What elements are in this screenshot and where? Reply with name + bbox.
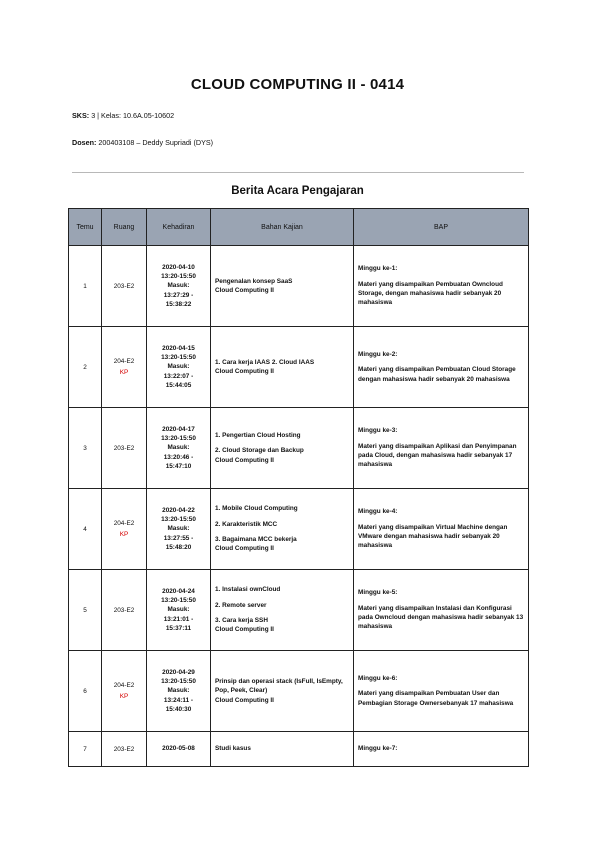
sks-value: 3 | Kelas: 10.6A.05-10602 bbox=[91, 111, 175, 120]
cell-temu bbox=[69, 651, 102, 732]
cell-bahan-kajian bbox=[211, 246, 354, 327]
dosen-label: Dosen: bbox=[72, 138, 97, 147]
temu-number: 1 bbox=[83, 282, 87, 290]
bahan-line: Cloud Computing II bbox=[215, 545, 274, 553]
bap-line: Minggu ke-2: bbox=[358, 351, 398, 359]
cell-kehadiran bbox=[147, 489, 211, 570]
cell-bahan-kajian bbox=[211, 570, 354, 651]
cell-bap bbox=[354, 489, 529, 570]
table-header-row bbox=[69, 209, 529, 246]
bap-line: Minggu ke-1: bbox=[358, 265, 398, 273]
bahan-line: 2. Remote server bbox=[215, 601, 267, 609]
temu-number: 3 bbox=[83, 444, 87, 452]
bap-line: Minggu ke-5: bbox=[358, 589, 398, 597]
kehadiran-line: 15:44:05 bbox=[165, 381, 192, 389]
col-header-ruang: Ruang bbox=[102, 209, 147, 246]
kehadiran-line: 15:48:20 bbox=[165, 543, 192, 551]
kehadiran-line: Masuk: bbox=[167, 444, 190, 452]
cell-ruang bbox=[102, 732, 147, 767]
bap-line: Minggu ke-3: bbox=[358, 427, 398, 435]
cell-temu bbox=[69, 732, 102, 767]
kehadiran-line: 2020-04-10 bbox=[162, 263, 195, 271]
cell-bap bbox=[354, 570, 529, 651]
cell-ruang bbox=[102, 489, 147, 570]
bahan-line: 1. Mobile Cloud Computing bbox=[215, 505, 298, 513]
dosen-line bbox=[72, 138, 213, 147]
kehadiran-line: Masuk: bbox=[167, 525, 190, 533]
cell-ruang bbox=[102, 327, 147, 408]
kehadiran-line: 2020-04-24 bbox=[162, 587, 195, 595]
bahan-line: Cloud Computing II bbox=[215, 626, 274, 634]
cell-temu bbox=[69, 408, 102, 489]
cell-kehadiran bbox=[147, 732, 211, 767]
kp-badge: KP bbox=[119, 369, 129, 376]
kehadiran-line: 2020-04-15 bbox=[162, 344, 195, 352]
kehadiran-line: 2020-04-17 bbox=[162, 425, 195, 433]
table-row bbox=[69, 732, 529, 767]
cell-ruang bbox=[102, 651, 147, 732]
ruang-code: 203-E2 bbox=[113, 745, 135, 753]
bap-line: Minggu ke-7: bbox=[358, 745, 398, 753]
kehadiran-line: 15:37:11 bbox=[165, 624, 192, 632]
bahan-line: Cloud Computing II bbox=[215, 287, 274, 294]
cell-ruang bbox=[102, 246, 147, 327]
kehadiran-line: 13:20-15:50 bbox=[161, 354, 196, 362]
bap-line: Materi yang disampaikan Virtual Machine dengan VMware dengan mahasiswa hadir sebanyak 20 mahasiswa bbox=[358, 523, 508, 550]
cell-kehadiran bbox=[147, 327, 211, 408]
bahan-line: Cloud Computing II bbox=[215, 456, 274, 464]
temu-number: 6 bbox=[83, 687, 87, 695]
bahan-line: Prinsip dan operasi stack (IsFull, IsEmpty, Pop, Peek, Clear) bbox=[215, 678, 343, 695]
kehadiran-line: Masuk: bbox=[167, 282, 190, 290]
bahan-line: 1. Instalasi ownCloud bbox=[215, 586, 281, 594]
cell-bahan-kajian bbox=[211, 408, 354, 489]
ruang-code: 203-E2 bbox=[113, 606, 135, 614]
col-header-temu: Temu bbox=[69, 209, 102, 246]
col-header-kehadiran: Kehadiran bbox=[147, 209, 211, 246]
bahan-line: 3. Cara kerja SSH bbox=[215, 617, 268, 624]
kehadiran-line: 13:20-15:50 bbox=[161, 273, 196, 281]
bap-line: Materi yang disampaikan Pembuatan Owncloud Storage, dengan mahasiswa hadir sebanyak 20 mahasiswa bbox=[358, 280, 503, 307]
kehadiran-line: 15:40:30 bbox=[165, 705, 192, 713]
table-row bbox=[69, 570, 529, 651]
table-row bbox=[69, 408, 529, 489]
document-title: CLOUD COMPUTING II - 0414 bbox=[190, 76, 405, 93]
kehadiran-line: 15:47:10 bbox=[165, 462, 192, 470]
kehadiran-line: 13:20-15:50 bbox=[161, 516, 196, 524]
kp-badge: KP bbox=[119, 693, 129, 700]
bahan-line: 2. Cloud Storage dan Backup bbox=[215, 447, 304, 455]
ruang-code: 204-E2 bbox=[113, 682, 135, 689]
sks-label: SKS: bbox=[72, 111, 90, 120]
kehadiran-line: Masuk: bbox=[167, 606, 190, 614]
kehadiran-line: 13:27:29 - bbox=[163, 291, 194, 299]
bahan-line: Cloud Computing II bbox=[215, 696, 274, 704]
sks-line bbox=[72, 111, 174, 120]
kehadiran-line: 2020-04-22 bbox=[162, 506, 195, 514]
bahan-line: 3. Bagaimana MCC bekerja bbox=[215, 536, 297, 543]
bahan-line: 1. Pengertian Cloud Hosting bbox=[215, 432, 301, 440]
bahan-line: Pengenalan konsep SaaS bbox=[215, 277, 293, 285]
cell-bap bbox=[354, 651, 529, 732]
kehadiran-line: 13:21:01 - bbox=[163, 615, 194, 623]
bahan-line: Studi kasus bbox=[215, 745, 251, 753]
divider bbox=[72, 172, 524, 173]
kehadiran-line: 13:24:11 - bbox=[163, 696, 194, 704]
kehadiran-line: Masuk: bbox=[167, 363, 190, 371]
kehadiran-line: 13:20-15:50 bbox=[161, 597, 196, 605]
temu-number: 2 bbox=[83, 363, 87, 371]
section-title: Berita Acara Pengajaran bbox=[231, 185, 364, 197]
cell-bap bbox=[354, 408, 529, 489]
col-header-bahan-kajian: Bahan Kajian bbox=[211, 209, 354, 246]
table-row bbox=[69, 489, 529, 570]
cell-kehadiran bbox=[147, 651, 211, 732]
bahan-line: Cloud Computing II bbox=[215, 368, 274, 375]
temu-number: 7 bbox=[83, 745, 87, 753]
temu-number: 4 bbox=[83, 525, 87, 533]
bap-line: Materi yang disampaikan Aplikasi dan Penyimpanan pada Cloud, dengan mahasiswa hadir sebanyak 17 mahasiswa bbox=[358, 442, 517, 469]
kehadiran-line: 13:20-15:50 bbox=[161, 678, 196, 686]
cell-temu bbox=[69, 570, 102, 651]
cell-bap bbox=[354, 732, 529, 767]
bap-line: Materi yang disampaikan Pembuatan Cloud Storage dengan mahasiswa hadir sebanyak 20 mahasiswa bbox=[358, 366, 516, 383]
table-row bbox=[69, 246, 529, 327]
cell-temu bbox=[69, 327, 102, 408]
cell-bahan-kajian bbox=[211, 651, 354, 732]
bap-table bbox=[68, 208, 529, 767]
bap-line: Materi yang disampaikan Instalasi dan Konfigurasi pada Owncloud dengan mahasiswa hadir sebanyak 13 mahasiswa bbox=[358, 604, 524, 631]
cell-bahan-kajian bbox=[211, 327, 354, 408]
bap-line: Minggu ke-6: bbox=[358, 675, 398, 683]
table-row bbox=[69, 651, 529, 732]
cell-kehadiran bbox=[147, 408, 211, 489]
cell-temu bbox=[69, 489, 102, 570]
kehadiran-line: 13:22:07 - bbox=[163, 372, 194, 380]
ruang-code: 204-E2 bbox=[113, 520, 135, 527]
cell-bap bbox=[354, 246, 529, 327]
bap-line: Minggu ke-4: bbox=[358, 508, 398, 516]
cell-kehadiran bbox=[147, 570, 211, 651]
kp-badge: KP bbox=[119, 531, 129, 538]
cell-bahan-kajian bbox=[211, 732, 354, 767]
col-header-bap: BAP bbox=[354, 209, 529, 246]
cell-ruang bbox=[102, 570, 147, 651]
kehadiran-line: 13:20-15:50 bbox=[161, 435, 196, 443]
kehadiran-line: 13:27:55 - bbox=[163, 534, 194, 542]
temu-number: 5 bbox=[83, 606, 87, 614]
cell-bahan-kajian bbox=[211, 489, 354, 570]
kehadiran-line: 2020-05-08 bbox=[162, 745, 195, 753]
bahan-line: 2. Karakteristik MCC bbox=[215, 520, 278, 528]
kehadiran-line: 2020-04-29 bbox=[162, 668, 195, 676]
bap-line: Materi yang disampaikan Pembuatan User dan Pembagian Storage Ownersebanyak 17 mahasiswa bbox=[358, 690, 514, 707]
ruang-code: 204-E2 bbox=[113, 358, 135, 365]
kehadiran-line: 13:20:46 - bbox=[163, 453, 194, 461]
cell-temu bbox=[69, 246, 102, 327]
dosen-value: 200403108 – Deddy Supriadi (DYS) bbox=[98, 138, 214, 147]
cell-kehadiran bbox=[147, 246, 211, 327]
cell-ruang bbox=[102, 408, 147, 489]
cell-bap bbox=[354, 327, 529, 408]
bahan-line: 1. Cara kerja IAAS 2. Cloud IAAS bbox=[215, 358, 315, 366]
table-row bbox=[69, 327, 529, 408]
kehadiran-line: 15:38:22 bbox=[165, 300, 192, 308]
ruang-code: 203-E2 bbox=[113, 444, 135, 452]
kehadiran-line: Masuk: bbox=[167, 687, 190, 695]
ruang-code: 203-E2 bbox=[113, 282, 135, 290]
